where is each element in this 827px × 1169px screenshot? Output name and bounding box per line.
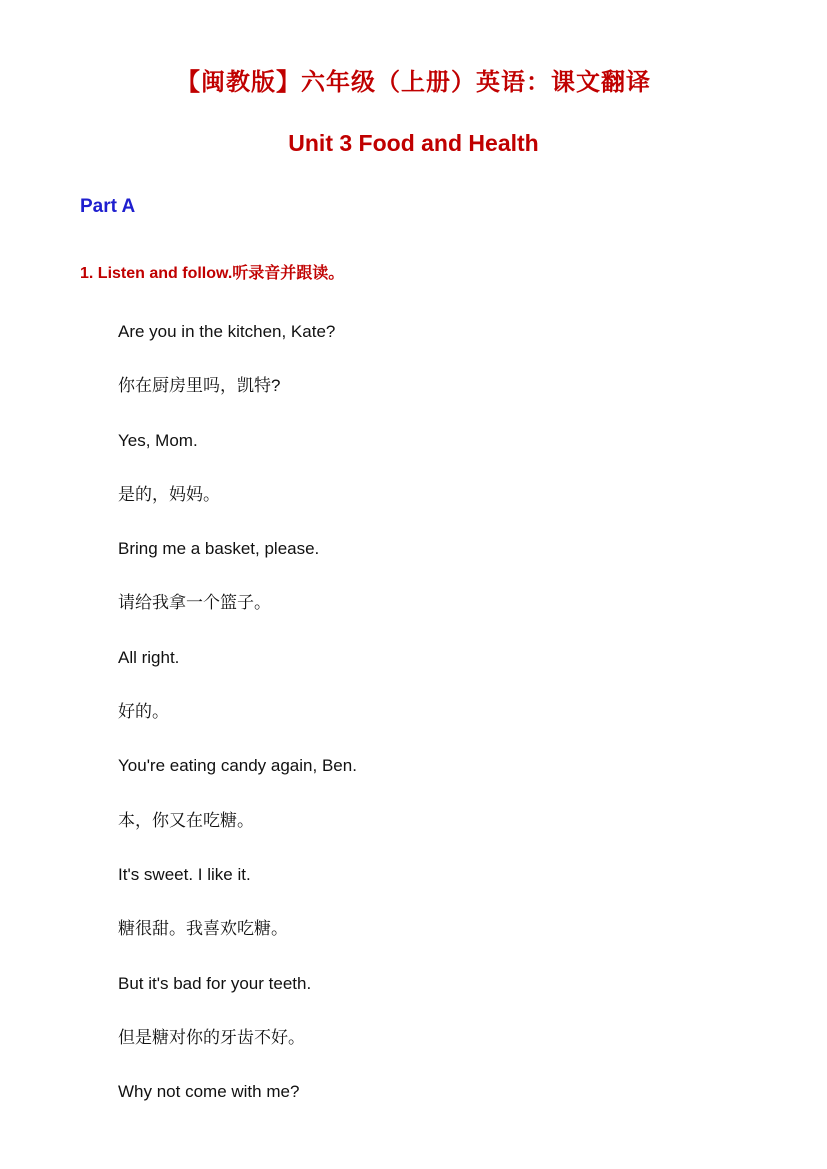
dialogue-line: Are you in the kitchen, Kate? <box>118 322 336 341</box>
dialogue-line: All right. <box>118 647 180 667</box>
translation-line: 本，你又在吃糖。 <box>118 810 254 830</box>
translation-line: 你在厨房里吗，凯特? <box>118 376 281 396</box>
translation-line: 是的，妈妈。 <box>118 484 220 504</box>
translation-line: 请给我拿一个篮子。 <box>118 593 271 613</box>
translation-line: 好的。 <box>118 702 169 722</box>
part-heading: Part A <box>80 196 136 217</box>
dialogue-lines <box>118 320 357 1134</box>
dialogue-line: Why not come with me? <box>118 1082 300 1102</box>
unit-title: Unit 3 Food and Health <box>288 130 539 156</box>
translation-line: 但是糖对你的牙齿不好。 <box>118 1027 305 1047</box>
dialogue-line: It's sweet. I like it. <box>118 864 251 884</box>
document-title: 【闽教版】六年级（上册）英语：课文翻译 <box>176 67 651 96</box>
dialogue-line: You're eating candy again, Ben. <box>118 756 357 776</box>
translation-line: 糖很甜。我喜欢吃糖。 <box>118 919 288 939</box>
dialogue-line: Yes, Mom. <box>118 430 198 450</box>
dialogue-line: Bring me a basket, please. <box>118 539 320 559</box>
section-heading: 1. Listen and follow.听录音并跟读。 <box>80 265 345 282</box>
dialogue-line: But it's bad for your teeth. <box>118 973 312 993</box>
